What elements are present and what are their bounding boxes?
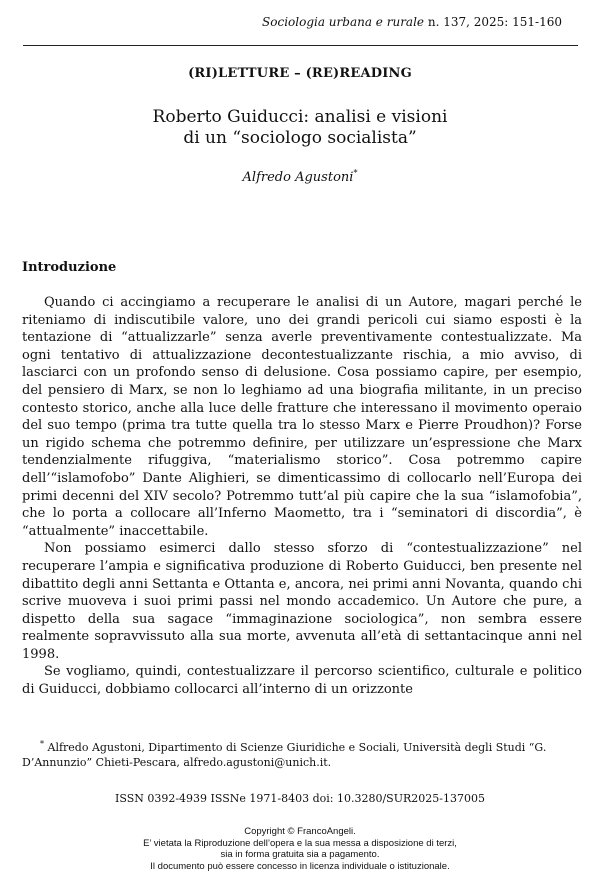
paragraph-2: Non possiamo esimerci dallo stesso sforzo di “contestualizzazione” nel recuperare l’ampia e significativa produzione di Roberto Guiducci, ben presente nel dibattito degli anni Settanta e Ottanta e, ancora, nei primi anni Novanta, quando chi scrive muoveva i suoi primi passi nel mondo accademico. Un Autore che pure, a dispetto della sua sagace “immaginazione sociologica”, non sembra essere realmente sopravvissuto alla sua morte, avvenuta all’età di settantacinque anni nel 1998. [22,541,582,662]
section-heading: Introduzione [22,260,117,275]
issue-info: n. 137, 2025: 151-160 [424,15,562,29]
header-rule [23,45,578,46]
copyright-line-2: E’ vietata la Riproduzione dell’opera e la sua messa a disposizione di terzi, [143,837,457,849]
author-name: Alfredo Agustoni [242,170,354,185]
paragraph-1: Quando ci accingiamo a recuperare le analisi di un Autore, magari perché le riteniamo di indiscutibile valore, uno dei grandi pericoli cui siamo esposti è la tentazione di “attualizzarle” senza averle preventivamente contestualizzate. Ma ogni tentativo di attualizzazione decontestualizzante rischia, a mio avviso, di lasciarci con un profondo senso di delusione. Cosa possiamo capire, per esempio, del pensiero di Marx, se non lo leghiamo ad una biografia militante, in un preciso contesto storico, anche alla luce delle fratture che interessano il movimento operaio del suo tempo (prima tra tutte quella tra lo stesso Marx e Pierre Proudhon)? Forse un rigido schema che potremmo definire, per utilizzare un’espressione che Marx tendenzialmente rifuggiva, “materialismo storico”. Cosa potremmo capire dell’“islamofobo” Dante Alighieri, se dimenticassimo di collocarlo nell’Europa dei primi decenni del XIV secolo? Potremmo tutt’al più capire che la sua “islamofobia”, che lo porta a collocare all’Inferno Maometto, tra i “seminatori di discordia”, è “attualmente” inaccettabile. [22,295,582,539]
section-label: (RI)LETTURE – (RE)READING [188,66,412,81]
copyright-line-1: Copyright © FrancoAngeli. [244,826,356,837]
paragraph-3: Se vogliamo, quindi, contestualizzare il percorso scientifico, culturale e politico di Guiducci, dobbiamo collocarci all’interno di un orizzonte [22,664,582,698]
journal-name: Sociologia urbana e rurale [262,15,425,29]
copyright-line-4: Il documento può essere concesso in licenza individuale o istituzionale. [150,860,450,872]
copyright-line-3: sia in forma gratuita sia a pagamento. [220,849,380,860]
body-text [22,294,582,740]
author-byline [0,170,600,185]
running-head [262,15,562,29]
footnote-text: Alfredo Agustoni, Dipartimento di Scienze Giuridiche e Sociali, Università degli Studi “G. D’Annunzio” Chieti-Pescara, alfredo.agustoni@unich.it. [22,741,547,769]
article-title [0,107,600,149]
footnote-marker: * [40,739,44,749]
article-title-line-2: di un “sociologo socialista” [183,128,417,148]
copyright-notice [0,826,600,872]
article-title-line-1: Roberto Guiducci: analisi e visioni [152,107,448,127]
issn-doi-line: ISSN 0392-4939 ISSNe 1971-8403 doi: 10.3280/SUR2025-137005 [115,792,485,805]
footnote [22,741,582,770]
author-footnote-marker[interactable]: * [353,168,358,178]
